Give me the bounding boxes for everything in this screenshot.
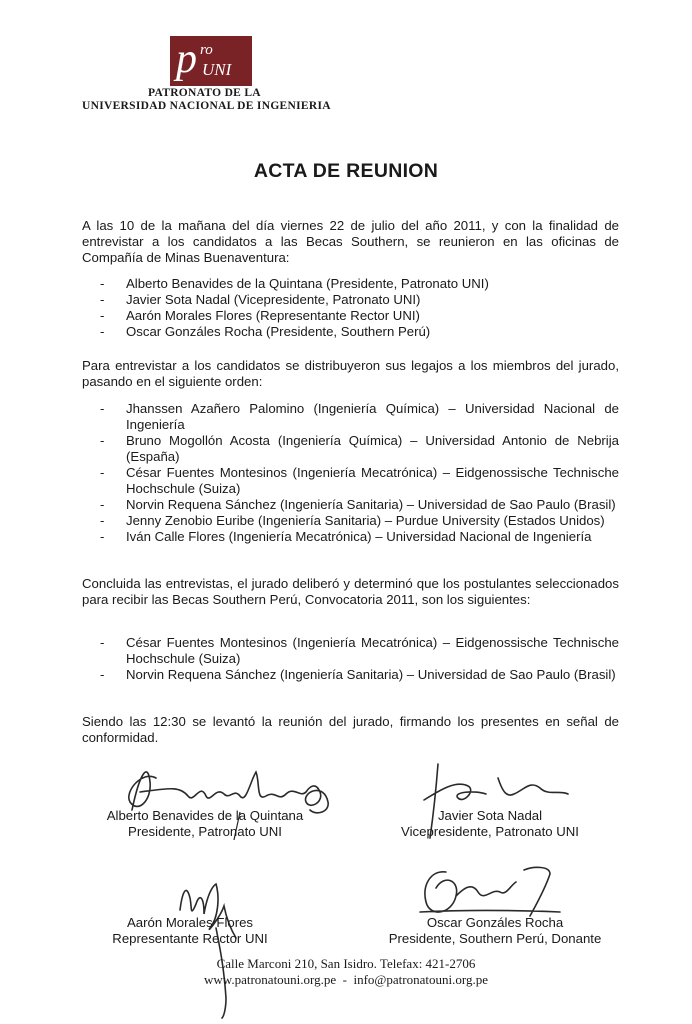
list-item: - César Fuentes Montesinos (Ingeniería Mecatrónica) – Eidgenossische Technische Hochschule (Suiza)	[100, 465, 619, 497]
signature-block-4	[380, 915, 610, 947]
intro-paragraph: A las 10 de la mañana del día viernes 22 de julio del año 2011, y con la finalidad de entrevistar a los candidatos a las Becas Southern, se reunieron en las oficinas de Compañía de Minas Buenaventura:	[82, 218, 619, 265]
signatory-role: Vicepresidente, Patronato UNI	[401, 824, 579, 839]
interview-intro-paragraph: Para entrevistar a los candidatos se distribuyeron sus legajos a los miembros del jurado, pasando en el siguiente orden:	[82, 358, 619, 389]
signatory-role: Presidente, Patronato UNI	[128, 824, 282, 839]
list-item: - Iván Calle Flores (Ingeniería Mecatrónica) – Universidad Nacional de Ingeniería	[100, 529, 619, 545]
list-item: - Alberto Benavides de la Quintana (Presidente, Patronato UNI)	[100, 276, 619, 292]
signatory-name: Oscar Gonzáles Rocha	[426, 915, 564, 930]
list-item: - Aarón Morales Flores (Representante Rector UNI)	[100, 308, 619, 324]
closing-paragraph: Siendo las 12:30 se levantó la reunión del jurado, firmando los presentes en señal de conformidad.	[82, 714, 619, 745]
footer-web-contact: www.patronatouni.org.pe - info@patronatouni.org.pe	[204, 972, 488, 987]
logo-letter-p: p	[176, 36, 197, 82]
list-item: - Jhanssen Azañero Palomino (Ingeniería Química) – Universidad Nacional de Ingeniería	[100, 401, 619, 433]
signature-block-2	[395, 808, 585, 840]
signature-block-1	[100, 808, 310, 840]
attendees-list	[100, 276, 619, 340]
list-item: - Norvin Requena Sánchez (Ingeniería Sanitaria) – Universidad de Sao Paulo (Brasil)	[100, 497, 619, 513]
header-organization-line1: PATRONATO DE LA	[148, 87, 261, 99]
signatory-name: Javier Sota Nadal	[437, 808, 543, 823]
list-item: - César Fuentes Montesinos (Ingeniería Mecatrónica) – Eidgenossische Technische Hochschule (Suiza)	[100, 635, 619, 667]
signatory-role: Representante Rector UNI	[112, 931, 268, 946]
conclusion-paragraph: Concluida las entrevistas, el jurado deliberó y determinó que los postulantes seleccionados para recibir las Becas Southern Perú, Convocatoria 2011, son los siguientes:	[82, 576, 619, 607]
candidates-list	[100, 401, 619, 545]
list-item: - Bruno Mogollón Acosta (Ingeniería Química) – Universidad Antonio de Nebrija (España)	[100, 433, 619, 465]
signatory-name: Alberto Benavides de la Quintana	[106, 808, 304, 823]
patronato-uni-logo	[170, 36, 252, 86]
list-item: - Norvin Requena Sánchez (Ingeniería Sanitaria) – Universidad de Sao Paulo (Brasil)	[100, 667, 619, 683]
list-item: - Oscar Gonzáles Rocha (Presidente, Southern Perú)	[100, 324, 619, 340]
signature-block-3	[95, 915, 285, 947]
selected-candidates-list	[100, 635, 619, 683]
footer-address: Calle Marconi 210, San Isidro. Telefax: 421-2706	[216, 956, 476, 971]
header-organization-line2: UNIVERSIDAD NACIONAL DE INGENIERIA	[82, 100, 331, 112]
signatory-role: Presidente, Southern Perú, Donante	[388, 931, 602, 946]
logo-text-ro: ro	[200, 42, 213, 58]
list-item: - Jenny Zenobio Euribe (Ingeniería Sanitaria) – Purdue University (Estados Unidos)	[100, 513, 619, 529]
document-title: ACTA DE REUNION	[253, 160, 439, 182]
signatory-name: Aarón Morales Flores	[126, 915, 254, 930]
logo-text-uni: UNI	[202, 60, 232, 79]
list-item: - Javier Sota Nadal (Vicepresidente, Patronato UNI)	[100, 292, 619, 308]
